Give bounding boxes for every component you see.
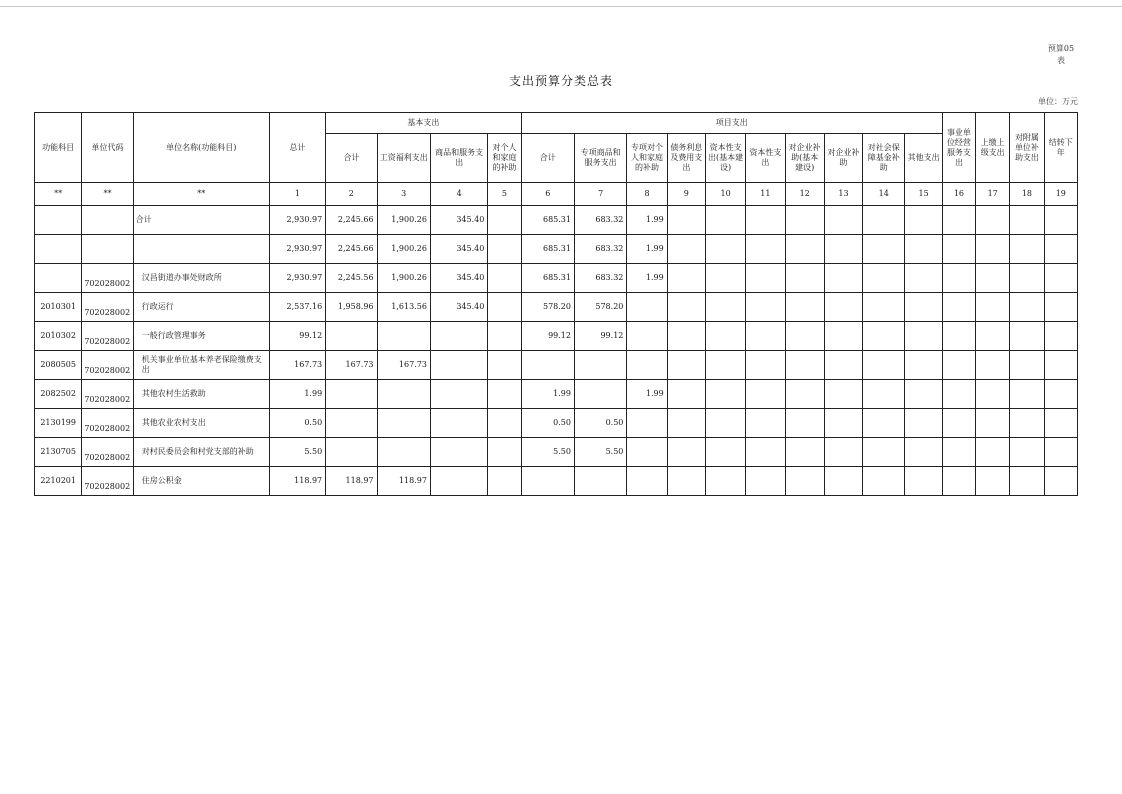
value-cell: 167.73 — [326, 351, 377, 380]
column-index-cell: 10 — [705, 183, 745, 206]
unit-name-text: 其他农村生活救助 — [141, 389, 206, 398]
value-cell: 118.97 — [326, 467, 377, 496]
value-cell: 1,958.96 — [326, 293, 377, 322]
value-cell — [942, 293, 975, 322]
value-cell — [488, 380, 521, 409]
column-index-cell: 4 — [430, 183, 487, 206]
value-cell — [824, 467, 862, 496]
value-cell — [667, 351, 705, 380]
value-cell — [905, 438, 942, 467]
value-cell — [521, 467, 574, 496]
value-cell — [785, 438, 824, 467]
value-cell — [667, 322, 705, 351]
value-cell: 1.99 — [269, 380, 325, 409]
value-cell — [942, 351, 975, 380]
value-cell: 1,900.26 — [377, 264, 430, 293]
value-cell — [1044, 351, 1077, 380]
value-cell — [667, 467, 705, 496]
value-cell — [705, 293, 745, 322]
value-cell — [746, 264, 785, 293]
value-cell: 0.50 — [521, 409, 574, 438]
table-row — [35, 293, 1078, 322]
value-cell: 1.99 — [627, 264, 667, 293]
value-cell — [746, 235, 785, 264]
value-cell — [1044, 380, 1077, 409]
column-index-cell: 15 — [905, 183, 942, 206]
value-cell — [377, 438, 430, 467]
value-cell — [705, 235, 745, 264]
value-cell: 685.31 — [521, 264, 574, 293]
value-cell — [1010, 438, 1044, 467]
header-project-1: 专项商品和服务支出 — [574, 134, 626, 183]
header-unit-name: 单位名称(功能科目) — [133, 113, 269, 183]
value-cell — [905, 322, 942, 351]
column-index-cell: ** — [35, 183, 82, 206]
unit-name-text: 一般行政管理事务 — [141, 331, 206, 340]
value-cell — [627, 467, 667, 496]
header-tail-1: 上缴上级支出 — [976, 113, 1010, 183]
unit-code-cell — [82, 206, 133, 235]
value-cell — [574, 467, 626, 496]
value-cell: 345.40 — [430, 235, 487, 264]
column-index-cell: 7 — [574, 183, 626, 206]
header-unit-code: 单位代码 — [82, 113, 133, 183]
value-cell: 683.32 — [574, 235, 626, 264]
value-cell — [1010, 293, 1044, 322]
header-basic-group: 基本支出 — [326, 113, 521, 134]
value-cell — [377, 322, 430, 351]
header-basic-0: 合计 — [326, 134, 377, 183]
unit-name-cell — [133, 351, 269, 380]
value-cell — [824, 293, 862, 322]
value-cell: 2,245.56 — [326, 264, 377, 293]
value-cell — [746, 322, 785, 351]
value-cell — [824, 438, 862, 467]
value-cell — [430, 467, 487, 496]
value-cell — [1010, 235, 1044, 264]
value-cell: 5.50 — [521, 438, 574, 467]
value-cell — [976, 322, 1010, 351]
column-index-cell: ** — [82, 183, 133, 206]
value-cell — [824, 351, 862, 380]
value-cell — [824, 380, 862, 409]
value-cell — [667, 409, 705, 438]
value-cell: 345.40 — [430, 264, 487, 293]
func-subject-cell — [35, 264, 82, 293]
value-cell — [326, 322, 377, 351]
page-title: 支出预算分类总表 — [508, 74, 613, 88]
func-subject-cell: 2010302 — [35, 322, 82, 351]
header-project-7: 对企业补助 — [824, 134, 862, 183]
value-cell: 1.99 — [521, 380, 574, 409]
header-tail-0: 事业单位经营服务支出 — [942, 113, 975, 183]
value-cell — [785, 206, 824, 235]
value-cell: 167.73 — [269, 351, 325, 380]
unit-name-text: 对村民委员会和村党支部的补助 — [141, 447, 254, 456]
value-cell: 1.99 — [627, 206, 667, 235]
column-index-cell: 13 — [824, 183, 862, 206]
unit-code-cell: 702028002 — [82, 467, 133, 496]
value-cell — [905, 467, 942, 496]
column-index-cell: 14 — [863, 183, 905, 206]
table-row — [35, 409, 1078, 438]
value-cell — [705, 322, 745, 351]
value-cell — [1010, 322, 1044, 351]
func-subject-cell — [35, 206, 82, 235]
value-cell: 167.73 — [377, 351, 430, 380]
value-cell — [488, 409, 521, 438]
value-cell — [942, 322, 975, 351]
value-cell — [1010, 409, 1044, 438]
value-cell — [905, 380, 942, 409]
value-cell — [705, 438, 745, 467]
value-cell — [863, 235, 905, 264]
value-cell — [942, 409, 975, 438]
unit-code-cell: 702028002 — [82, 322, 133, 351]
value-cell — [785, 409, 824, 438]
unit-label: 单位：万元 — [1038, 97, 1078, 106]
value-cell — [746, 467, 785, 496]
value-cell: 578.20 — [521, 293, 574, 322]
value-cell: 685.31 — [521, 206, 574, 235]
header-basic-1: 工资福利支出 — [377, 134, 430, 183]
table-row — [35, 264, 1078, 293]
value-cell: 1,613.56 — [377, 293, 430, 322]
unit-name-cell — [133, 322, 269, 351]
column-index-cell: 8 — [627, 183, 667, 206]
value-cell — [824, 235, 862, 264]
value-cell — [667, 293, 705, 322]
value-cell — [942, 235, 975, 264]
column-index-cell: ** — [133, 183, 269, 206]
value-cell: 2,537.16 — [269, 293, 325, 322]
table-row — [35, 322, 1078, 351]
unit-name-cell — [133, 264, 269, 293]
header-project-2: 专项对个人和家庭的补助 — [627, 134, 667, 183]
column-index-cell: 9 — [667, 183, 705, 206]
value-cell: 99.12 — [574, 322, 626, 351]
value-cell — [905, 264, 942, 293]
column-index-cell: 18 — [1010, 183, 1044, 206]
value-cell: 0.50 — [269, 409, 325, 438]
value-cell — [667, 380, 705, 409]
func-subject-cell: 2010301 — [35, 293, 82, 322]
unit-code-cell: 702028002 — [82, 380, 133, 409]
value-cell — [430, 409, 487, 438]
func-subject-cell: 2080505 — [35, 351, 82, 380]
value-cell: 1.99 — [627, 380, 667, 409]
value-cell: 1.99 — [627, 235, 667, 264]
table-row — [35, 235, 1078, 264]
value-cell — [326, 438, 377, 467]
value-cell — [905, 293, 942, 322]
value-cell — [667, 206, 705, 235]
header-project-8: 对社会保障基金补助 — [863, 134, 905, 183]
value-cell — [905, 235, 942, 264]
value-cell — [746, 438, 785, 467]
value-cell: 685.31 — [521, 235, 574, 264]
value-cell — [377, 409, 430, 438]
value-cell — [705, 206, 745, 235]
column-index-cell: 17 — [976, 183, 1010, 206]
value-cell — [705, 409, 745, 438]
unit-name-text: 行政运行 — [141, 302, 174, 311]
form-number — [1044, 43, 1078, 67]
value-cell — [863, 322, 905, 351]
value-cell: 118.97 — [377, 467, 430, 496]
header-project-0: 合计 — [521, 134, 574, 183]
value-cell — [667, 264, 705, 293]
header-func-subject: 功能科目 — [35, 113, 82, 183]
func-subject-cell: 2130199 — [35, 409, 82, 438]
value-cell — [705, 351, 745, 380]
value-cell: 2,245.66 — [326, 206, 377, 235]
scan-edge-line — [0, 6, 1122, 7]
value-cell: 683.32 — [574, 264, 626, 293]
value-cell — [627, 438, 667, 467]
unit-name-text: 汉昌街道办事处财政所 — [141, 273, 222, 282]
unit-name-text: 住房公积金 — [141, 476, 182, 485]
value-cell — [627, 409, 667, 438]
value-cell — [976, 380, 1010, 409]
value-cell — [488, 322, 521, 351]
column-index-cell: 3 — [377, 183, 430, 206]
value-cell — [488, 235, 521, 264]
unit-name-cell — [133, 438, 269, 467]
unit-name-cell — [133, 380, 269, 409]
value-cell — [976, 467, 1010, 496]
value-cell — [1044, 293, 1077, 322]
value-cell — [705, 467, 745, 496]
form-number-line2: 表 — [1057, 56, 1065, 65]
value-cell — [976, 409, 1010, 438]
value-cell — [627, 293, 667, 322]
value-cell — [976, 438, 1010, 467]
value-cell — [377, 380, 430, 409]
value-cell — [574, 351, 626, 380]
value-cell — [705, 380, 745, 409]
value-cell — [430, 380, 487, 409]
value-cell — [905, 351, 942, 380]
value-cell — [942, 380, 975, 409]
value-cell — [785, 467, 824, 496]
value-cell — [942, 467, 975, 496]
value-cell: 2,930.97 — [269, 206, 325, 235]
value-cell — [746, 409, 785, 438]
column-index-cell: 16 — [942, 183, 975, 206]
value-cell — [430, 438, 487, 467]
value-cell — [488, 351, 521, 380]
value-cell: 2,930.97 — [269, 235, 325, 264]
value-cell — [863, 409, 905, 438]
value-cell — [1010, 264, 1044, 293]
value-cell — [976, 235, 1010, 264]
func-subject-cell: 2210201 — [35, 467, 82, 496]
func-subject-cell: 2130705 — [35, 438, 82, 467]
unit-code-cell — [82, 235, 133, 264]
value-cell — [785, 351, 824, 380]
value-cell — [1010, 380, 1044, 409]
func-subject-cell: 2082502 — [35, 380, 82, 409]
value-cell — [785, 235, 824, 264]
column-index-cell: 2 — [326, 183, 377, 206]
value-cell — [863, 206, 905, 235]
unit-code-cell: 702028002 — [82, 351, 133, 380]
unit-name-text: 合计 — [135, 215, 152, 224]
value-cell — [942, 206, 975, 235]
value-cell — [976, 351, 1010, 380]
value-cell — [863, 467, 905, 496]
value-cell — [488, 264, 521, 293]
value-cell — [521, 351, 574, 380]
value-cell: 99.12 — [521, 322, 574, 351]
value-cell — [863, 264, 905, 293]
value-cell — [488, 293, 521, 322]
value-cell — [430, 351, 487, 380]
header-total: 总计 — [269, 113, 325, 183]
value-cell — [326, 409, 377, 438]
value-cell: 1,900.26 — [377, 206, 430, 235]
unit-name-cell — [133, 293, 269, 322]
header-project-9: 其他支出 — [905, 134, 942, 183]
header-project-group: 项目支出 — [521, 113, 942, 134]
unit-code-cell: 702028002 — [82, 293, 133, 322]
value-cell — [1044, 206, 1077, 235]
value-cell — [488, 467, 521, 496]
value-cell — [1010, 206, 1044, 235]
table-row — [35, 438, 1078, 467]
value-cell: 99.12 — [269, 322, 325, 351]
value-cell — [863, 380, 905, 409]
column-index-cell: 6 — [521, 183, 574, 206]
unit-name-cell — [133, 409, 269, 438]
value-cell — [1044, 322, 1077, 351]
unit-code-cell: 702028002 — [82, 264, 133, 293]
value-cell — [905, 409, 942, 438]
header-row-1 — [35, 113, 1078, 134]
value-cell — [976, 293, 1010, 322]
unit-code-cell: 702028002 — [82, 438, 133, 467]
column-index-row — [35, 183, 1078, 206]
value-cell — [785, 264, 824, 293]
value-cell — [942, 438, 975, 467]
form-number-line1: 预算05 — [1047, 44, 1075, 53]
column-index-cell: 5 — [488, 183, 521, 206]
value-cell — [574, 380, 626, 409]
value-cell — [746, 380, 785, 409]
value-cell: 0.50 — [574, 409, 626, 438]
value-cell — [326, 380, 377, 409]
value-cell — [824, 409, 862, 438]
value-cell — [976, 264, 1010, 293]
column-index-cell: 12 — [785, 183, 824, 206]
header-project-5: 资本性支出 — [746, 134, 785, 183]
header-basic-2: 商品和服务支出 — [430, 134, 487, 183]
value-cell — [824, 206, 862, 235]
value-cell — [627, 351, 667, 380]
value-cell — [746, 351, 785, 380]
value-cell — [1044, 467, 1077, 496]
unit-name-text: 其他农业农村支出 — [141, 418, 206, 427]
value-cell: 345.40 — [430, 206, 487, 235]
value-cell — [785, 293, 824, 322]
unit-name-text: 机关事业单位基本养老保险缴费支出 — [141, 355, 262, 374]
value-cell — [976, 206, 1010, 235]
value-cell — [1044, 264, 1077, 293]
table-row — [35, 380, 1078, 409]
value-cell — [863, 351, 905, 380]
table-row — [35, 467, 1078, 496]
header-project-4: 资本性支出(基本建设) — [705, 134, 745, 183]
value-cell — [1044, 409, 1077, 438]
value-cell — [1010, 467, 1044, 496]
value-cell — [863, 438, 905, 467]
value-cell — [627, 322, 667, 351]
table-row — [35, 351, 1078, 380]
unit-name-cell — [133, 206, 269, 235]
value-cell: 578.20 — [574, 293, 626, 322]
value-cell — [905, 206, 942, 235]
value-cell — [430, 322, 487, 351]
value-cell: 5.50 — [574, 438, 626, 467]
table-row — [35, 206, 1078, 235]
header-basic-3: 对个人和家庭的补助 — [488, 134, 521, 183]
unit-name-cell — [133, 235, 269, 264]
value-cell: 683.32 — [574, 206, 626, 235]
column-index-cell: 11 — [746, 183, 785, 206]
value-cell — [746, 206, 785, 235]
value-cell — [1010, 351, 1044, 380]
value-cell — [824, 264, 862, 293]
value-cell — [667, 438, 705, 467]
value-cell: 2,245.66 — [326, 235, 377, 264]
value-cell: 5.50 — [269, 438, 325, 467]
header-tail-3: 结转下年 — [1044, 113, 1077, 183]
value-cell: 345.40 — [430, 293, 487, 322]
value-cell — [785, 322, 824, 351]
value-cell: 118.97 — [269, 467, 325, 496]
value-cell — [1044, 235, 1077, 264]
unit-name-cell — [133, 467, 269, 496]
value-cell — [705, 264, 745, 293]
value-cell — [824, 322, 862, 351]
value-cell: 2,930.97 — [269, 264, 325, 293]
header-project-3: 债务利息及费用支出 — [667, 134, 705, 183]
header-tail-2: 对附属单位补助支出 — [1010, 113, 1044, 183]
value-cell — [488, 206, 521, 235]
value-cell — [488, 438, 521, 467]
value-cell — [863, 293, 905, 322]
value-cell — [785, 380, 824, 409]
budget-table — [34, 112, 1078, 496]
value-cell: 1,900.26 — [377, 235, 430, 264]
unit-code-cell: 702028002 — [82, 409, 133, 438]
column-index-cell: 1 — [269, 183, 325, 206]
value-cell — [942, 264, 975, 293]
func-subject-cell — [35, 235, 82, 264]
column-index-cell: 19 — [1044, 183, 1077, 206]
header-project-6: 对企业补助(基本建设) — [785, 134, 824, 183]
value-cell — [1044, 438, 1077, 467]
value-cell — [667, 235, 705, 264]
value-cell — [746, 293, 785, 322]
